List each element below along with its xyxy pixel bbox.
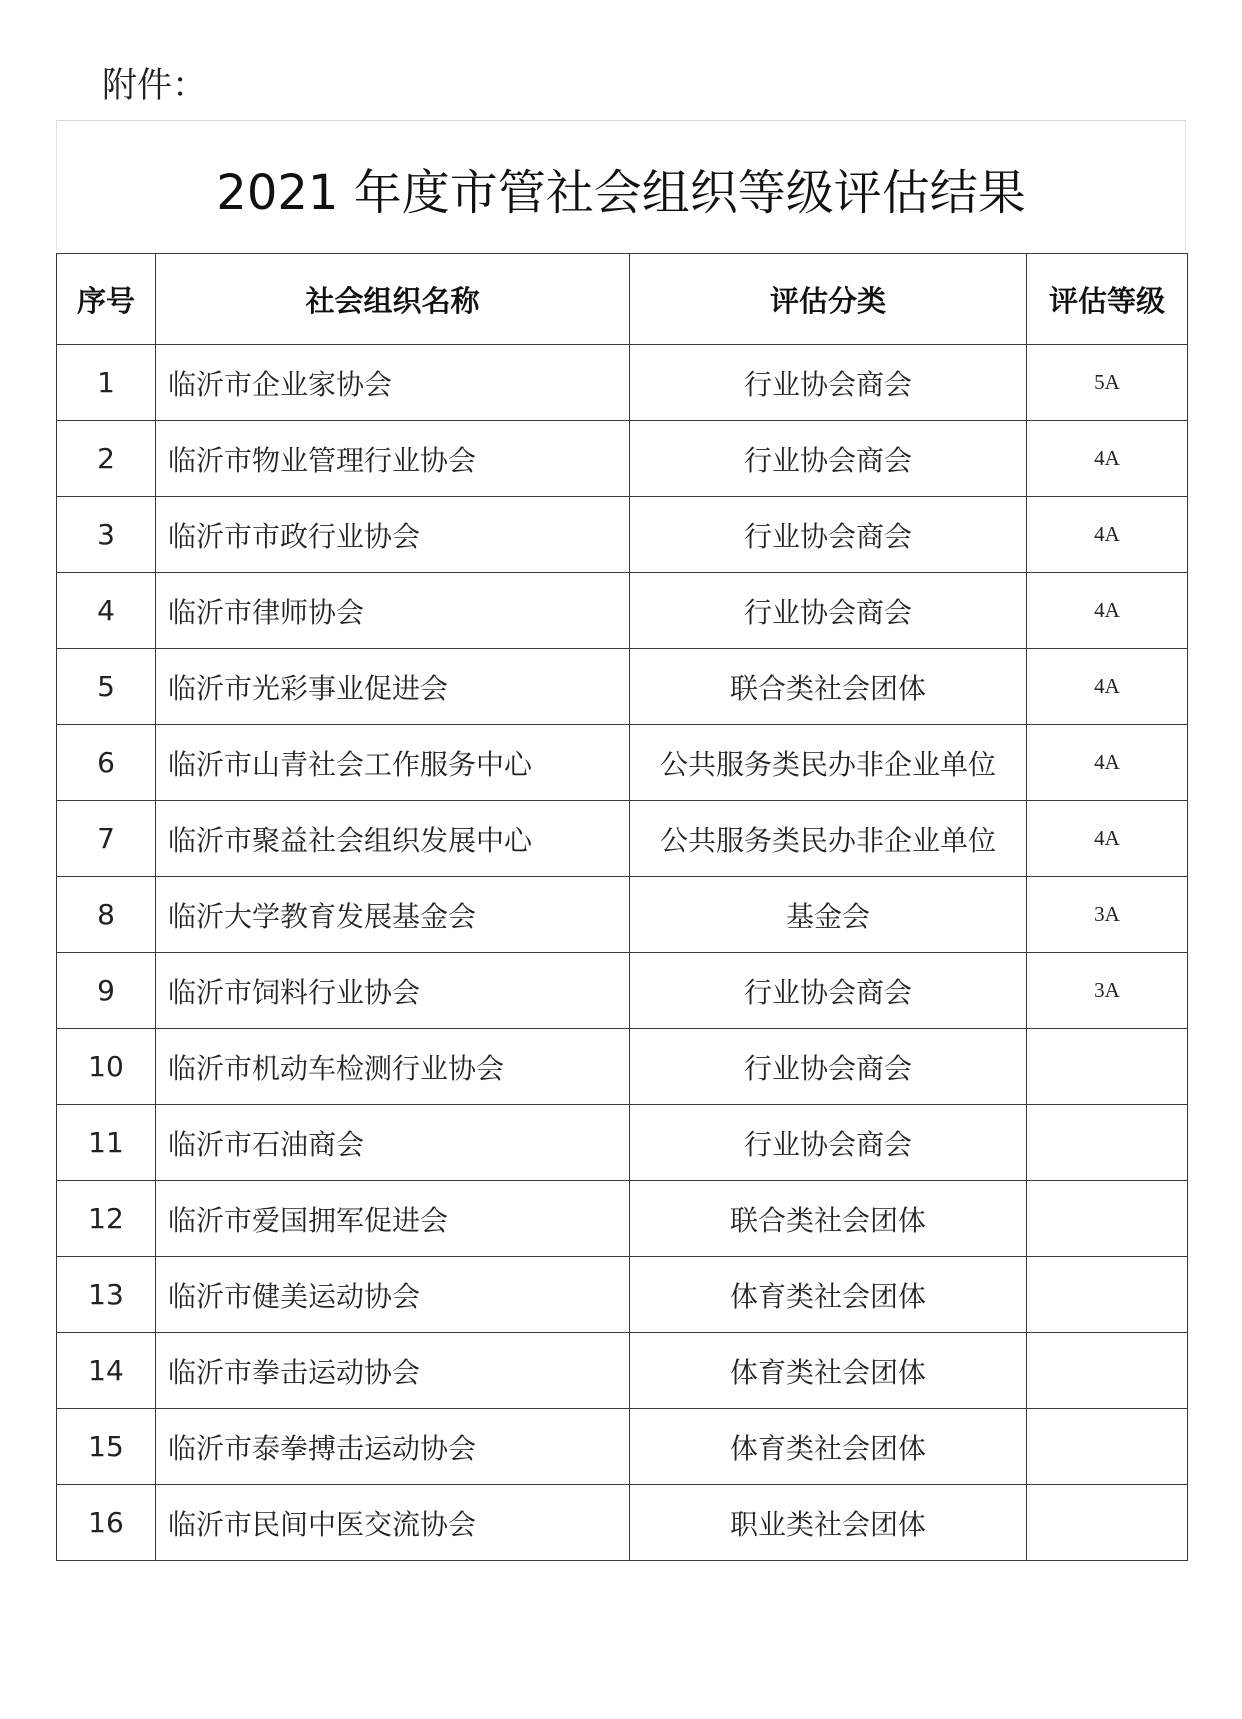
cell-org-name: 临沂市民间中医交流协会 — [156, 1485, 630, 1561]
cell-serial: 13 — [57, 1257, 156, 1333]
table-row — [57, 1029, 1188, 1105]
cell-org-name: 临沂市光彩事业促进会 — [156, 649, 630, 725]
cell-org-name: 临沂市健美运动协会 — [156, 1257, 630, 1333]
cell-grade — [1027, 1333, 1188, 1409]
attachment-label: 附件： — [102, 66, 208, 106]
table-row — [57, 421, 1188, 497]
cell-org-name: 临沂市爱国拥军促进会 — [156, 1181, 630, 1257]
cell-category: 体育类社会团体 — [630, 1333, 1027, 1409]
cell-category: 公共服务类民办非企业单位 — [630, 725, 1027, 801]
cell-grade — [1027, 1485, 1188, 1561]
cell-org-name: 临沂市拳击运动协会 — [156, 1333, 630, 1409]
page-title: 2021 年度市管社会组织等级评估结果 — [216, 165, 1026, 221]
cell-serial: 15 — [57, 1409, 156, 1485]
table-row — [57, 1257, 1188, 1333]
table-header-row — [57, 254, 1188, 345]
header-grade: 评估等级 — [1027, 254, 1188, 345]
cell-serial: 9 — [57, 953, 156, 1029]
cell-serial: 4 — [57, 573, 156, 649]
table-row — [57, 877, 1188, 953]
table-row — [57, 1485, 1188, 1561]
cell-category: 行业协会商会 — [630, 497, 1027, 573]
cell-grade: 4A — [1027, 649, 1188, 725]
cell-org-name: 临沂大学教育发展基金会 — [156, 877, 630, 953]
cell-serial: 7 — [57, 801, 156, 877]
cell-category: 公共服务类民办非企业单位 — [630, 801, 1027, 877]
cell-grade: 5A — [1027, 345, 1188, 421]
table-row — [57, 1409, 1188, 1485]
cell-serial: 14 — [57, 1333, 156, 1409]
cell-category: 基金会 — [630, 877, 1027, 953]
cell-grade: 3A — [1027, 877, 1188, 953]
cell-grade: 4A — [1027, 573, 1188, 649]
cell-grade: 4A — [1027, 421, 1188, 497]
cell-serial: 3 — [57, 497, 156, 573]
table-row — [57, 649, 1188, 725]
cell-serial: 16 — [57, 1485, 156, 1561]
cell-grade — [1027, 1181, 1188, 1257]
cell-org-name: 临沂市企业家协会 — [156, 345, 630, 421]
cell-grade — [1027, 1409, 1188, 1485]
cell-org-name: 临沂市饲料行业协会 — [156, 953, 630, 1029]
cell-category: 行业协会商会 — [630, 1029, 1027, 1105]
table-row — [57, 1181, 1188, 1257]
cell-serial: 12 — [57, 1181, 156, 1257]
cell-category: 联合类社会团体 — [630, 1181, 1027, 1257]
cell-category: 行业协会商会 — [630, 573, 1027, 649]
cell-category: 行业协会商会 — [630, 345, 1027, 421]
cell-category: 行业协会商会 — [630, 953, 1027, 1029]
cell-grade — [1027, 1029, 1188, 1105]
cell-serial: 8 — [57, 877, 156, 953]
cell-org-name: 临沂市市政行业协会 — [156, 497, 630, 573]
table-row — [57, 953, 1188, 1029]
cell-org-name: 临沂市律师协会 — [156, 573, 630, 649]
cell-grade — [1027, 1257, 1188, 1333]
table-row — [57, 497, 1188, 573]
cell-org-name: 临沂市聚益社会组织发展中心 — [156, 801, 630, 877]
cell-grade: 4A — [1027, 725, 1188, 801]
cell-category: 行业协会商会 — [630, 1105, 1027, 1181]
cell-grade: 4A — [1027, 497, 1188, 573]
cell-org-name: 临沂市石油商会 — [156, 1105, 630, 1181]
cell-org-name: 临沂市物业管理行业协会 — [156, 421, 630, 497]
cell-serial: 5 — [57, 649, 156, 725]
header-category: 评估分类 — [630, 254, 1027, 345]
cell-org-name: 临沂市机动车检测行业协会 — [156, 1029, 630, 1105]
table-row — [57, 725, 1188, 801]
table-row — [57, 573, 1188, 649]
table-row — [57, 345, 1188, 421]
cell-serial: 10 — [57, 1029, 156, 1105]
cell-category: 体育类社会团体 — [630, 1257, 1027, 1333]
cell-grade: 4A — [1027, 801, 1188, 877]
cell-serial: 6 — [57, 725, 156, 801]
cell-serial: 2 — [57, 421, 156, 497]
table-row — [57, 801, 1188, 877]
cell-grade: 3A — [1027, 953, 1188, 1029]
cell-serial: 1 — [57, 345, 156, 421]
table-row — [57, 1333, 1188, 1409]
header-serial: 序号 — [57, 254, 156, 345]
cell-category: 体育类社会团体 — [630, 1409, 1027, 1485]
header-org-name: 社会组织名称 — [156, 254, 630, 345]
cell-org-name: 临沂市山青社会工作服务中心 — [156, 725, 630, 801]
table-row — [57, 1105, 1188, 1181]
cell-serial: 11 — [57, 1105, 156, 1181]
cell-category: 职业类社会团体 — [630, 1485, 1027, 1561]
results-table — [56, 253, 1188, 1561]
cell-category: 行业协会商会 — [630, 421, 1027, 497]
cell-org-name: 临沂市泰拳搏击运动协会 — [156, 1409, 630, 1485]
cell-category: 联合类社会团体 — [630, 649, 1027, 725]
cell-grade — [1027, 1105, 1188, 1181]
